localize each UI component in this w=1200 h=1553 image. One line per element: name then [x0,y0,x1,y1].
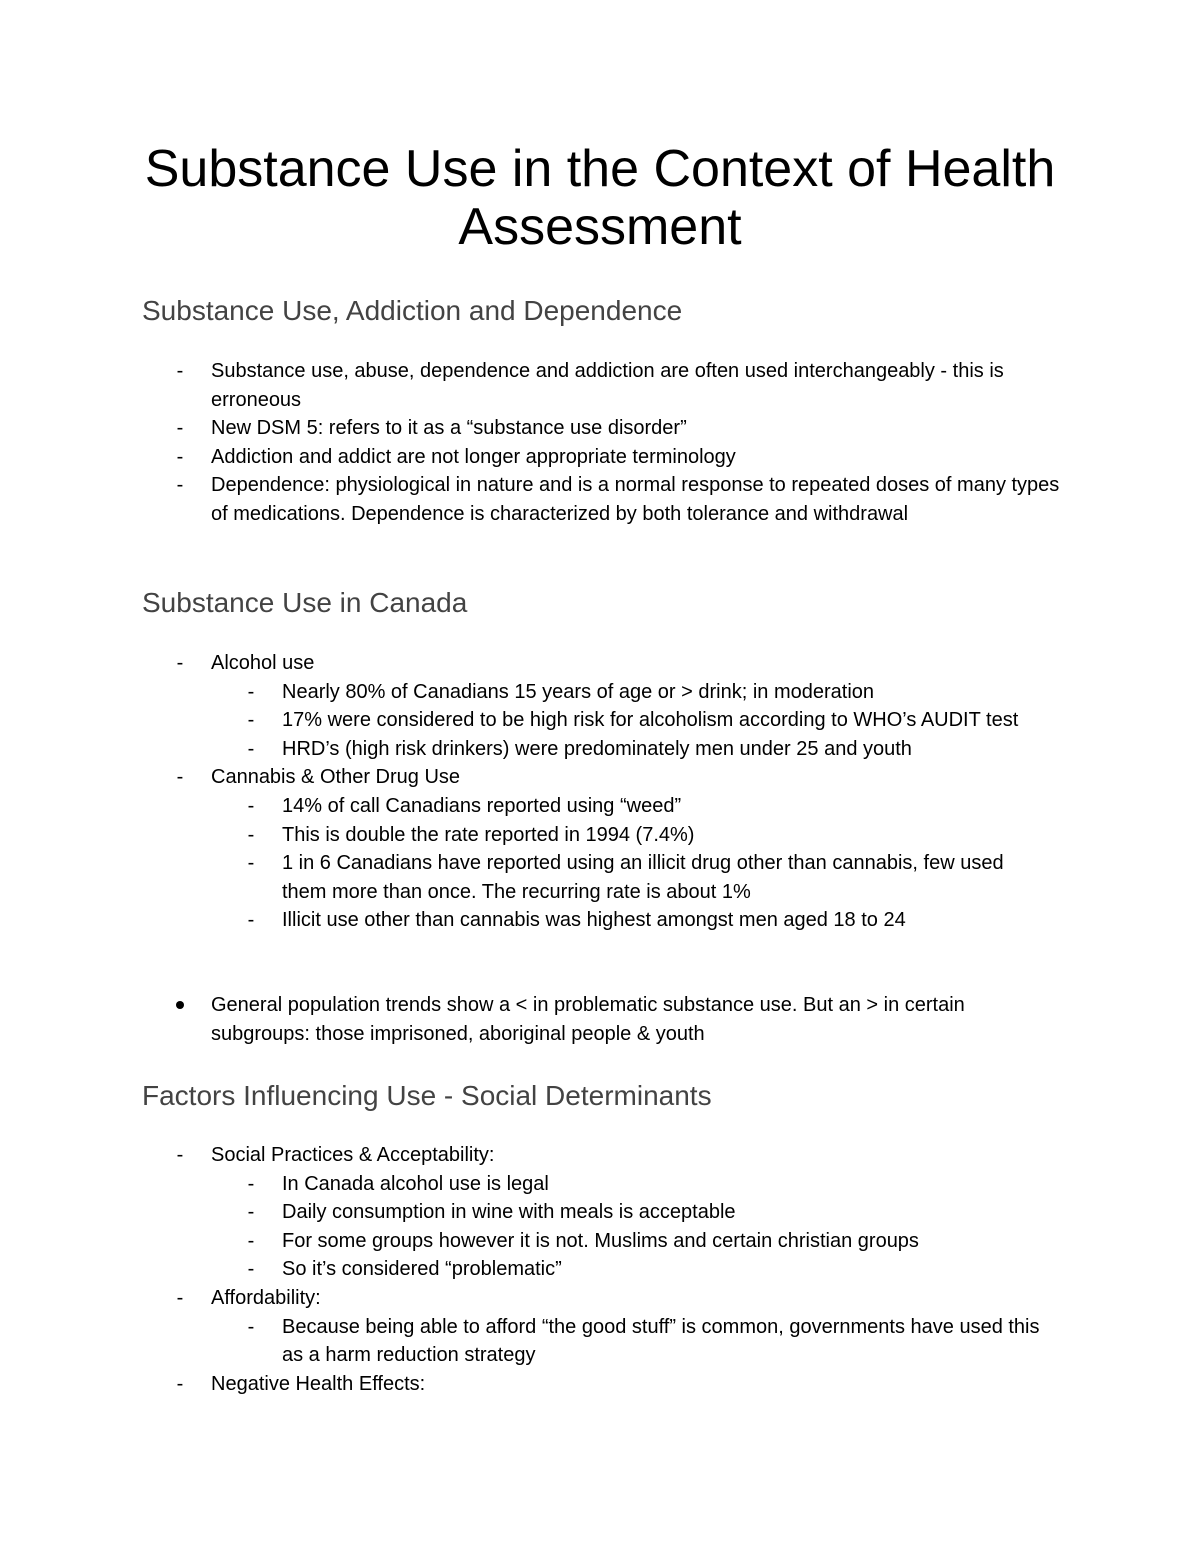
section-heading-canada: Substance Use in Canada [142,587,468,618]
list-item: - For some groups however it is not. Muslims and certain christian groups [0,1227,1200,1256]
dash-marker: - [247,709,255,732]
dash-marker: - [247,1315,255,1338]
dash-marker: - [247,852,255,875]
dash-marker: - [176,1286,184,1309]
list-item: - Negative Health Effects: [0,1370,1200,1399]
dash-marker: - [176,1144,184,1166]
list-item: - Alcohol use [0,649,1200,678]
list-item: - Cannabis & Other Drug Use [0,763,1200,792]
list-item: - 1 in 6 Canadians have reported using an illicit drug other than cannabis, few used them more than once. The recurring rate is about 1% [0,849,1200,906]
dash-marker: - [247,737,255,760]
dash-marker: - [247,823,255,846]
dash-marker: - [176,652,184,674]
canada-list [0,649,1200,935]
list-item: - This is double the rate reported in 1994 (7.4%) [0,821,1200,850]
bullet-dot-icon [170,991,190,1020]
list-item: - 17% were considered to be high risk for alcoholism according to WHO’s AUDIT test [0,706,1200,735]
dash-marker: - [176,417,184,440]
list-item: - HRD’s (high risk drinkers) were predominately men under 25 and youth [0,735,1200,764]
dash-marker: - [247,794,255,817]
list-item: - 14% of call Canadians reported using “weed” [0,792,1200,821]
dash-marker: - [176,445,184,468]
list-item: - Dependence: physiological in nature and is a normal response to repeated doses of many types of medications. Dependence is characterized by both tolerance and withdrawal [0,471,1200,528]
section-heading-addiction: Substance Use, Addiction and Dependence [142,295,683,326]
list-item: - So it’s considered “problematic” [0,1255,1200,1284]
list-item: - Affordability: [0,1284,1200,1313]
list-item: General population trends show a < in problematic substance use. But an > in certain subgroups: those imprisoned, aboriginal people & youth [0,991,1200,1048]
section-heading-factors: Factors Influencing Use - Social Determinants [142,1080,712,1111]
list-item: - Addiction and addict are not longer appropriate terminology [0,443,1200,472]
dash-marker: - [176,474,184,497]
dash-marker: - [176,360,184,382]
factors-list [0,1141,1200,1398]
dash-marker: - [176,1372,184,1395]
dash-marker: - [247,680,255,703]
document-title: Substance Use in the Context of Health Assessment [144,140,1056,256]
list-item: - Because being able to afford “the good stuff” is common, governments have used this as a harm reduction strategy [0,1313,1200,1370]
dash-marker: - [247,1201,255,1224]
list-item: - In Canada alcohol use is legal [0,1170,1200,1199]
dash-marker: - [247,1172,255,1195]
dash-marker: - [247,1229,255,1252]
list-item: - Illicit use other than cannabis was highest amongst men aged 18 to 24 [0,906,1200,935]
addiction-list [0,357,1200,529]
list-item: - Substance use, abuse, dependence and addiction are often used interchangeably - this is erroneous [0,357,1200,414]
list-item: - Social Practices & Acceptability: [0,1141,1200,1170]
list-item: - Daily consumption in wine with meals is acceptable [0,1198,1200,1227]
dash-marker: - [176,766,184,789]
trends-bullet-list [0,991,1200,1048]
list-item: - New DSM 5: refers to it as a “substance use disorder” [0,414,1200,443]
list-item: - Nearly 80% of Canadians 15 years of age or > drink; in moderation [0,678,1200,707]
dash-marker: - [247,909,255,932]
dash-marker: - [247,1258,255,1281]
